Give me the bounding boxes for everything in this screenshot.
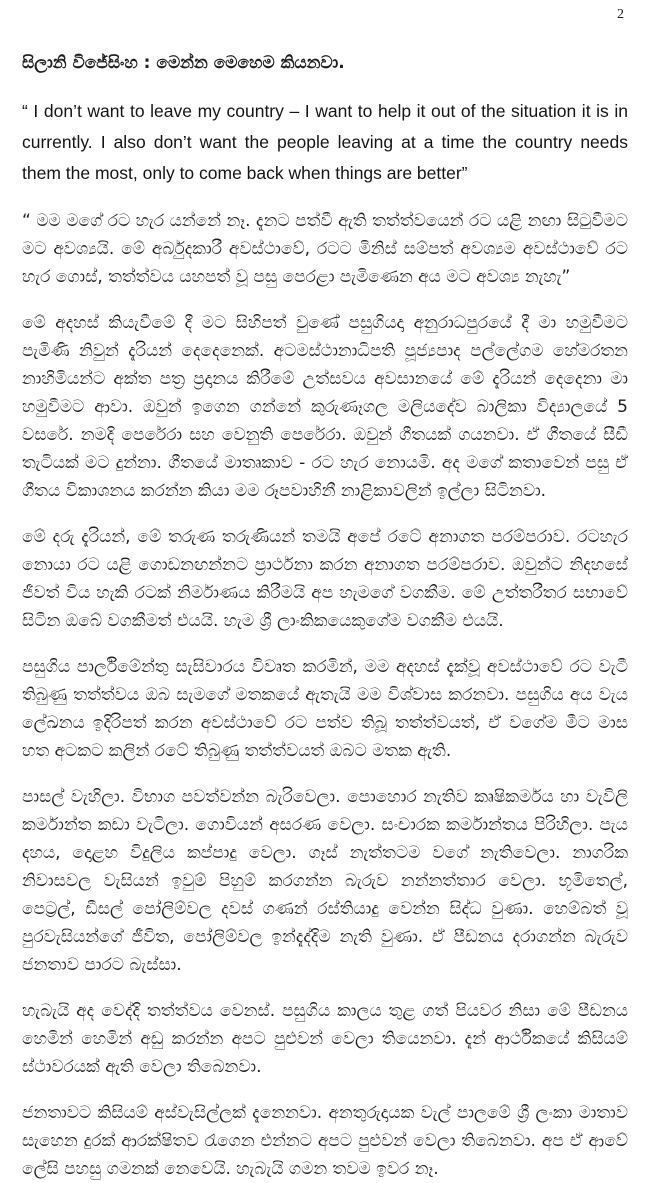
sinhala-quote-paragraph: “ මම මගේ රට හැර යන්නේ නෑ. දැනට පත්වී ඇති තත්ත්වයෙන් රට යළි නඟා සිටුවීමට මට අවශ්‍යයි. මේ අර්බුදකාරී අවස්ථාවේ, රටට මිනිස් සම්පත් අවශ්‍යම අවස්ථාවේ රට හැර ගොස්, තත්ත්වය යහපත් වූ පසු පෙරළා පැමිණෙන අය මට අවශ්‍ය නැහැ” <box>22 211 628 287</box>
body-paragraph-5: හැබැයි අද වෙද්දි තත්ත්වය වෙනස්. පසුගිය කාලය තුළ ගත් පියවර නිසා මේ පීඩනය හෙමින් හෙමින් අඩු කරන්න අපට පුළුවන් වෙලා තියෙනවා. දැන් ආර්ථිකයේ කිසියම් ස්ථාවරයක් ඇති වෙලා තිබෙනවා. <box>22 1001 628 1077</box>
speaker-heading: සිලානි විජේසිංහ : මෙන්න මෙහෙම කියනවා. <box>22 53 345 73</box>
body-paragraph-4: පාසල් වැහිලා. විභාග පවත්වන්න බැරිවෙලා. පොහොර නැතිව කෘෂිකර්මය හා වැවිලි කර්මාන්ත කඩා වැටිලා. ගොවියන් අසරණ වෙලා. සංචාරක කර්මාන්තය පිරිහිලා. පැය දහය, දොළහ විදුලිය කප්පාදු වෙලා. ගෑස් නැත්තටම වගේ නැතිවෙලා. නාගරික නිවාසවල වැසියන් ඉවුම් පිහුම් කරගන්න බැරුව නන්නත්තාර වෙලා. භූමිතෙල්, පෙට්‍රල්, ඩීසල් පෝලිම්වල දවස් ගණන් රස්තියාදු වෙන්න සිද්ධ වුණා. හෙම්බත් වූ පුරවැසියන්ගේ ජීවිත, පෝලිම්වල ඉන්දැද්දිම නැති වුණා. ඒ පීඩනය දරාගන්න බැරුව ජනතාව පාරට බැස්සා. <box>22 787 628 975</box>
body-paragraph-1: මේ අදහස් කියැවීමේ දී මට සිහිපත් වුණේ පසුගියදා අනුරාධපුරයේ දී මා හමුවීමට පැමිණි නිවුන් දැරියන් දෙදෙනෙක්. අටමස්ථානාධිපති පූජ්‍යපාද පල්ලේගම හේමරතන නාහිමියන්ට අක්ත පත්‍ර ප්‍රදානය කිරීමේ උත්සවය අවසානයේ මේ දැරියන් දෙදෙනා මා හමුවීමට ආවා. ඔවුන් ඉගෙන ගන්නේ කුරුණෑගල මලියදේව බාලිකා විද්‍යාලයේ 5 වසරේ. නමදි පෙරේරා සහ වෙනුති පෙරේරා. ඔවුන් ගීතයක් ගයනවා. ඒ ගීතයේ සීඩී තැටියක් මට දුන්නා. ගීතයේ මාතෘකාව - රට හැර නොයමි. අද මගේ කතාවෙන් පසු ඒ ගීතය විකාශනය කරන්න කියා මම රූපවාහිනී නාළිකාවලින් ඉල්ලා සිටිනවා. <box>22 313 628 501</box>
body-paragraph-3: පසුගිය පාර්ලිමේන්තු සැසිවාරය විවෘත කරමින්, මම අදහස් දැක්වූ අවස්ථාවේ රට වැටී තිබුණු තත්ත්වය ඔබ සැමගේ මතකයේ ඇතැයි මම විශ්වාස කරනවා. පසුගිය අය වැය ලේඛනය ඉදිරිපත් කරන අවස්ථාවේ රට පත්ව තිබූ තත්ත්වයත්, ඒ වගේම මීට මාස හත අටකට කලින් රටේ තිබුණු තත්ත්වයත් ඔබට මතක ඇති. <box>22 657 628 761</box>
english-quote-paragraph: “ I don’t want to leave my country – I want to help it out of the situation it is in currently. I also don’t want the people leaving at a time the country needs them the most, only to come back when things are better” <box>22 101 628 183</box>
body-paragraph-6: ජනතාවට කිසියම් අස්වැසිල්ලක් දැනෙනවා. අනතුරුදායක වැල් පාලමේ ශ්‍රී ලංකා මාතාව සැහෙන දුරක් ආරක්ෂිතව රැගෙන එන්නට අපට පුළුවන් වෙලා තිබෙනවා. අප ඒ ආවේ ලේසි පහසු ගමනක් නෙවෙයි. හැබැයි ගමන තවම ඉවර නෑ. <box>22 1103 628 1179</box>
page-number: 2 <box>617 7 624 22</box>
body-paragraph-2: මේ දරු දැරියන්, මේ තරුණ තරුණියන් තමයි අපේ රටේ අනාගත පරම්පරාව. රටහැර නොයා රට යළි ගොඩනඟන්නට ප්‍රාර්ථනා කරන අනාගත පරම්පරාව. ඔවුන්ට නිදහසේ ජීවත් විය හැකි රටක් නිර්මාණය කිරීමයි අප හැමගේ වගකීම. මේ උත්තරීතර සභාවේ සිටින ඔබේ වගකීමත් එයයි. හැම ශ්‍රී ලාංකිකයෙකුගේම වගකීම එයයි. <box>22 527 628 631</box>
